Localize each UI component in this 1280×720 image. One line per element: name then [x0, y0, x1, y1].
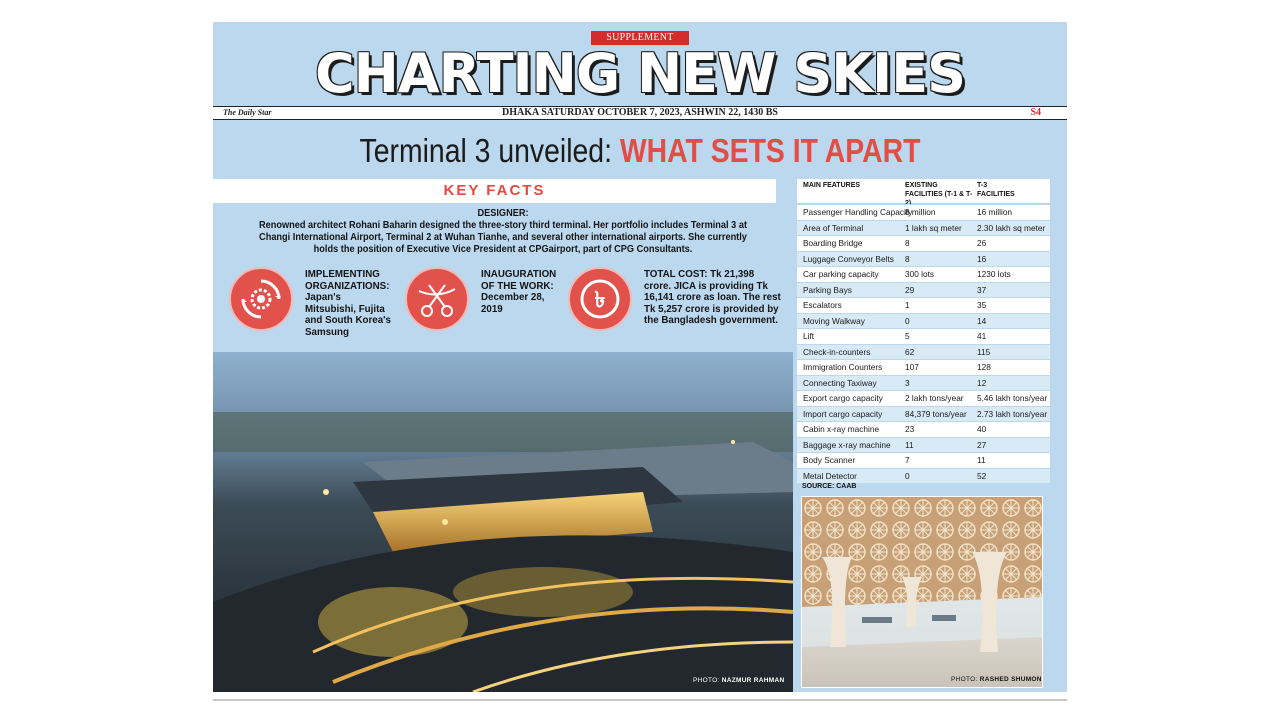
key-facts-title: KEY FACTS [443, 182, 546, 199]
fact-implementing-organizations [229, 267, 399, 337]
terminal-aerial-photo [213, 352, 793, 692]
table-cell: 27 [977, 439, 987, 450]
table-row [797, 282, 1050, 298]
table-row [797, 313, 1050, 329]
table-row [797, 297, 1050, 313]
table-cell: 1 [905, 300, 910, 310]
table-row [797, 344, 1050, 360]
table-cell: 1230 lots [977, 269, 1011, 279]
table-row [797, 375, 1050, 391]
taka-currency-icon [568, 267, 632, 331]
table-row [797, 204, 1050, 220]
table-cell: 2 lakh tons/year [905, 393, 964, 403]
masthead-title: CHARTING NEW SKIES [314, 42, 966, 105]
table-cell: 16 million [977, 207, 1013, 217]
table-cell: Moving Walkway [803, 315, 865, 326]
fact-text: IMPLEMENTING ORGANIZATIONS: Japan's Mitsubishi, Fujita and South Korea's Samsung [305, 268, 391, 338]
supplement-tag: SUPPLEMENT [591, 31, 689, 45]
table-cell: Check-in-counters [803, 346, 871, 357]
table-row [797, 452, 1050, 468]
fact-text: TOTAL COST: Tk 21,398 crore. JICA is providing Tk 16,141 crore as loan. The rest Tk 5,257 crore is provided by the Bangladesh government. [644, 268, 781, 326]
table-cell: 52 [977, 470, 987, 481]
table-cell: Body Scanner [803, 455, 856, 465]
photo-credit: PHOTO: NAZMUR RAHMAN [693, 677, 785, 684]
column-header: MAIN FEATURES [803, 182, 861, 189]
table-cell: 26 [977, 238, 987, 248]
table-cell: Metal Detector [803, 470, 857, 481]
table-cell: 14 [977, 315, 987, 326]
table-cell: 300 lots [905, 269, 935, 279]
table-source: SOURCE: CAAB [802, 483, 857, 490]
table-cell: Luggage Conveyor Belts [803, 253, 894, 264]
column-header: T-3 FACILITIES [977, 182, 1015, 198]
table-cell: 16 [977, 253, 987, 264]
table-cell: 5 [905, 331, 910, 341]
table-row [797, 421, 1050, 437]
fact-text: INAUGURATION OF THE WORK: December 28, 2019 [481, 268, 557, 315]
table-cell: 11 [905, 439, 914, 450]
table-cell: 84,379 tons/year [905, 408, 967, 419]
table-row [797, 251, 1050, 267]
newspaper-logo: The Daily Star [223, 108, 272, 117]
table-row [797, 437, 1050, 453]
designer-label: DESIGNER: [477, 208, 529, 219]
supplement-page [213, 22, 1067, 692]
table-row [797, 406, 1050, 422]
table-row [797, 390, 1050, 406]
column-header: EXISTING FACILITIES (T-1 & T- [905, 182, 973, 198]
table-cell: 0 [905, 315, 910, 326]
designer-paragraph [250, 208, 756, 256]
table-cell: Passenger Handling Capacity [803, 207, 913, 217]
table-row [797, 220, 1050, 236]
facilities-comparison-table [797, 179, 1050, 483]
table-cell: 23 [905, 424, 915, 434]
table-cell: Baggage x-ray machine [803, 439, 891, 450]
table-cell: Area of Terminal [803, 222, 864, 233]
svg-text:৳: ৳ [594, 288, 606, 313]
ribbon-cutting-scissors-icon [405, 267, 469, 331]
table-cell: 3 [905, 377, 910, 388]
table-cell: Lift [803, 331, 815, 341]
headline-emphasis: WHAT SETS IT APART [619, 132, 921, 169]
key-facts-banner [213, 179, 776, 203]
page-bottom-rule [213, 699, 1067, 701]
designer-text: Renowned architect Rohani Baharin designed the three-story third terminal. Her portfolio includes Terminal 3 at Changi International Airport, Terminal 2 at Wuhan Tianhe, and several other international airports. She currently holds the position of Executive Vice President at CPGairport, part of CPG Consultants. [258, 220, 748, 255]
table-cell: Cabin x-ray machine [803, 424, 880, 434]
table-cell: Car parking capacity [803, 269, 879, 279]
table-cell: Escalators [803, 300, 842, 310]
page-headline [273, 130, 1007, 172]
table-cell: 29 [905, 284, 915, 295]
headline-lead: Terminal 3 unveiled: [359, 132, 620, 169]
table-cell: 0 [905, 470, 910, 481]
table-cell: 37 [977, 284, 987, 295]
gear-cycle-icon [229, 267, 293, 331]
photo-credit: PHOTO: RASHED SHUMON [951, 676, 1042, 683]
table-cell: Export cargo capacity [803, 393, 883, 403]
page-number: S4 [1030, 107, 1041, 118]
table-cell: 41 [977, 331, 987, 341]
table-row [797, 468, 1050, 484]
table-cell: 8 [905, 238, 910, 248]
table-cell: 1 lakh sq meter [905, 222, 962, 233]
fact-inauguration [405, 267, 575, 337]
dateline-text: DHAKA SATURDAY OCTOBER 7, 2023, ASHWIN 22, 1430 BS [502, 107, 778, 118]
terminal-interior-photo [801, 496, 1043, 688]
table-cell: 8 million [905, 207, 936, 217]
table-row [797, 359, 1050, 375]
table-cell: 2.30 lakh sq meter [977, 222, 1046, 233]
table-row [797, 266, 1050, 282]
table-row [797, 235, 1050, 251]
table-cell: 107 [905, 362, 919, 372]
table-cell: 115 [977, 346, 991, 357]
table-cell: 2.73 lakh tons/year [977, 408, 1048, 419]
table-cell: 11 [977, 455, 986, 465]
table-cell: Immigration Counters [803, 362, 883, 372]
fact-total-cost [568, 267, 783, 337]
table-cell: 128 [977, 362, 991, 372]
table-cell: Connecting Taxiway [803, 377, 877, 388]
table-cell: 12 [977, 377, 987, 388]
table-cell: Parking Bays [803, 284, 852, 295]
table-header [797, 179, 1050, 204]
table-cell: 40 [977, 424, 987, 434]
table-row [797, 328, 1050, 344]
table-cell: 62 [905, 346, 915, 357]
table-cell: 7 [905, 455, 910, 465]
dateline-bar [213, 106, 1067, 120]
table-cell: 35 [977, 300, 987, 310]
table-cell: 5.46 lakh tons/year [977, 393, 1048, 403]
table-body [797, 204, 1050, 483]
table-cell: Import cargo capacity [803, 408, 883, 419]
table-cell: Boarding Bridge [803, 238, 863, 248]
table-cell: 8 [905, 253, 910, 264]
